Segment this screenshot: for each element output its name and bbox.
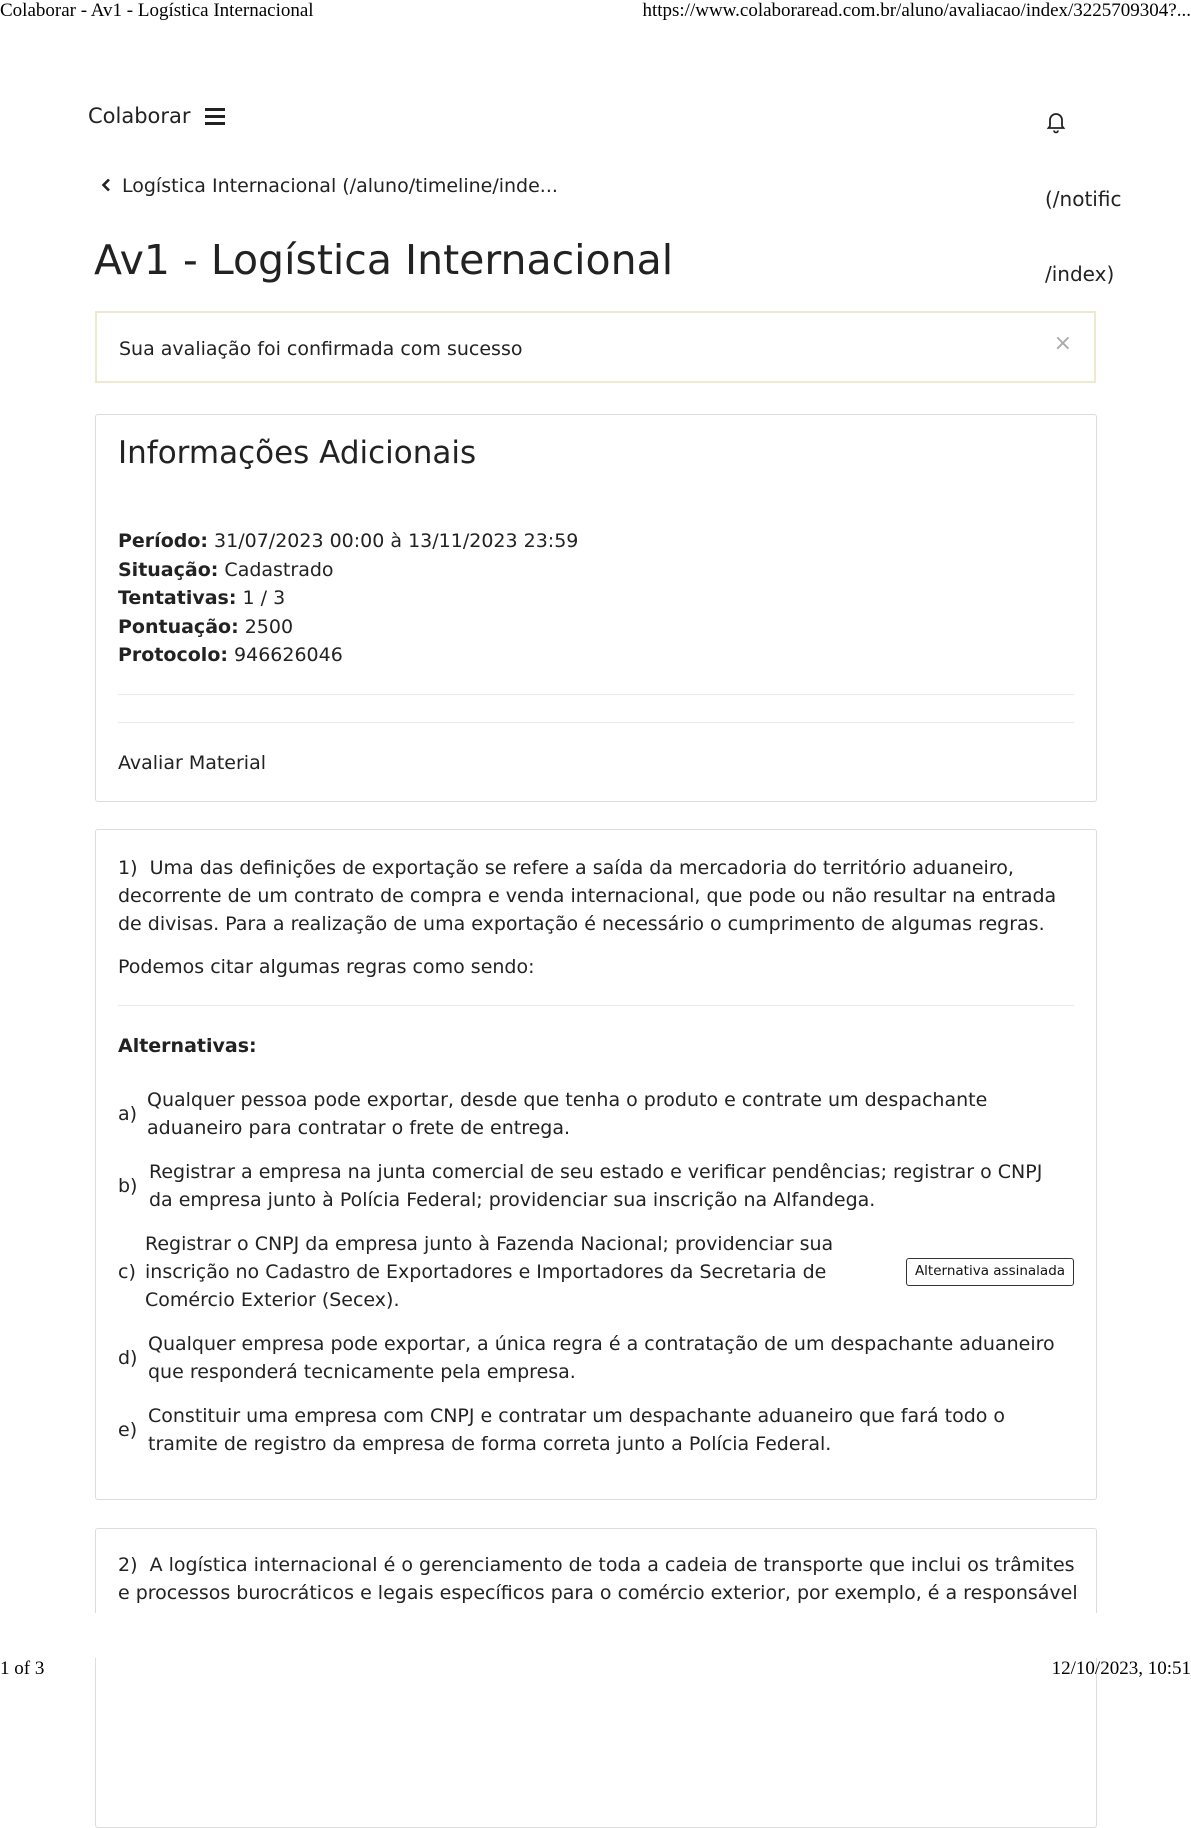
print-header [0,0,1191,26]
brand-logo[interactable]: Colaborar [88,104,191,128]
info-row-period: Período: 31/07/2023 00:00 à 13/11/2023 23:59 [118,530,579,552]
alternative-text: Registrar a empresa na junta comercial de seu estado e verificar pendências; registrar o CNPJ da empresa junto à Polícia Federal; providenciar sua inscrição na Alfandega. [149,1161,1043,1211]
divider [118,722,1074,723]
alternative-e[interactable] [118,1402,1078,1458]
alternative-text: Registrar o CNPJ da empresa junto à Fazenda Nacional; providenciar sua inscrição no Cadastro de Exportadores e Importadores da Secretaria de Comércio Exterior (Secex). [145,1233,834,1311]
info-card [95,414,1097,802]
notifications-link-cont[interactable]: /index) [1045,262,1115,286]
rate-material-link[interactable]: Avaliar Material [118,752,267,774]
page-title: Av1 - Logística Internacional [94,236,674,284]
info-row-score: Pontuação: 2500 [118,615,294,638]
hamburger-menu-icon[interactable] [205,108,225,126]
question-number: 1) [118,857,138,879]
alternative-a[interactable] [118,1086,1078,1142]
alternative-text: Constituir uma empresa com CNPJ e contratar um despachante aduaneiro que fará todo o tramite de registro da empresa de forma correta junto a Polícia Federal. [148,1405,1006,1455]
question-body: Uma das definições de exportação se refere a saída da mercadoria do território aduaneiro, decorrente de um contrato de compra e venda internacional, que pode ou não resultar na entrada de divisas. Para a realização de uma exportação é necessário o cumprimento de algumas regras. [118,857,1057,935]
alternative-b[interactable] [118,1158,1078,1214]
alternative-text: Qualquer empresa pode exportar, a única regra é a contratação de um despachante aduaneiro que responderá tecnicamente pela empresa. [148,1333,1055,1383]
question-card-1 [95,829,1097,1500]
alternative-text: Qualquer pessoa pode exportar, desde que tenha o produto e contrate um despachante aduaneiro para contratar o frete de entrega. [147,1089,988,1139]
divider [118,694,1074,695]
info-row-attempts: Tentativas: 1 / 3 [118,587,286,609]
question-number: 2) [118,1554,138,1576]
question-prompt: Podemos citar algumas regras como sendo: [118,956,535,978]
print-header-url: https://www.colaboraread.com.br/aluno/avaliacao/index/3225709304?... [642,0,1191,21]
alternative-letter: e) [118,1419,138,1441]
alternative-letter: b) [118,1175,138,1197]
info-list [118,527,578,670]
print-footer-page: 1 of 3 [0,1658,45,1679]
back-link[interactable] [100,175,558,197]
info-row-protocol: Protocolo: 946626046 [118,644,343,666]
success-alert [95,311,1096,383]
alternative-letter: d) [118,1347,138,1369]
print-footer-datetime: 12/10/2023, 10:51 [1051,1658,1191,1679]
print-footer [0,1658,1191,1684]
alternative-d[interactable] [118,1330,1078,1386]
question-text [118,854,1078,938]
bell-icon[interactable] [1044,110,1068,134]
page-bottom-margin [0,1613,1191,1658]
alternatives-label: Alternativas: [118,1035,257,1057]
divider [118,1005,1074,1006]
print-header-title: Colaborar - Av1 - Logística Internacional [0,0,314,21]
info-row-status: Situação: Cadastrado [118,558,334,581]
chevron-left-icon [100,178,112,192]
alternative-letter: a) [118,1103,138,1125]
alert-message: Sua avaliação foi confirmada com sucesso [119,338,523,360]
question-body: A logística internacional é o gerenciamento de toda a cadeia de transporte que inclui os trâmites e processos burocráticos e legais específicos para o comércio exterior, por exemplo, é a responsável [118,1554,1078,1604]
close-icon[interactable]: × [1053,331,1072,356]
selected-alternative-badge: Alternativa assinalada [906,1258,1074,1286]
alternative-letter: c) [118,1261,136,1283]
back-link-label: Logística Internacional (/aluno/timeline/inde... [122,175,558,197]
notifications-link[interactable]: (/notific [1045,187,1122,211]
info-title: Informações Adicionais [118,435,477,471]
